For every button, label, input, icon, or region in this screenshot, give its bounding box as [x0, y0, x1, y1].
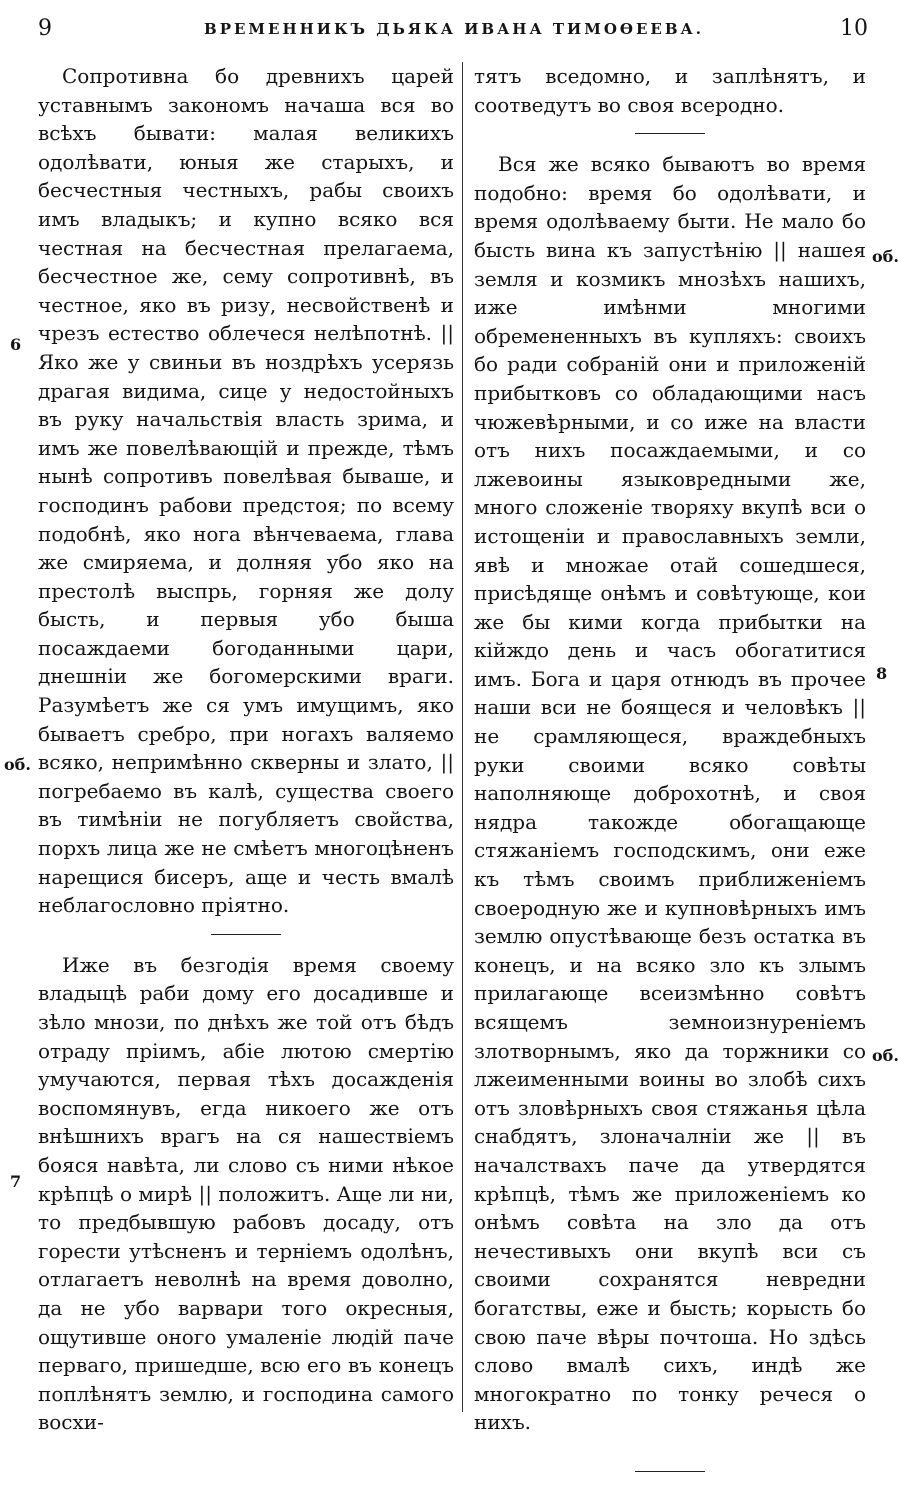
left-paragraph-1: Сопротивна бо древнихъ царей уставнымъ закономъ начаша вся во всѣхъ бывати: малая великихъ одолѣвати, юныя же старыхъ, и бесчестныя честныхъ, рабы своихъ имъ владыкъ; и купно всяко вся честная на бесчестная прелагаема, бесчестное же, сему сопротивнѣ, въ честное, яко въ ризу, несвойственѣ и чрезъ естество облечеся нелѣпотнѣ. || Яко же у свиньи въ ноздрѣхъ усерязь драгая видима, сице у недостойныхъ въ руку начальствія власть зрима, и имъ же повелѣвающій и прежде, тѣмъ нынѣ сопротивъ повелѣвая бываше, и господинъ рабови предстоя; по всему подобнѣ, яко нога вѣнчеваема, глава же смиряема, и долняя убо яко на престолѣ выспрь, горняя же долу бысть, и первыя убо быша посаждаеми богоданными цари, днешніи же богомерскими враги. Разумѣетъ же ся умъ имущимъ, яко бываетъ сребро, при ногахъ валяемо всяко, непримѣнно скверны и злато, || погребаемо въ калѣ, существа своего въ тимѣніи не погубляетъ свойства, порхъ лица же не смѣетъ многоцѣненъ нарещися бисеръ, аще и честь вмалѣ неблагословно пріятно.	[38, 64, 454, 918]
section-divider-right	[635, 133, 705, 134]
section-divider-left	[211, 934, 281, 935]
margin-note-ob-right-2: об.	[872, 1046, 899, 1065]
end-divider	[635, 1471, 705, 1472]
page-number-left: 9	[38, 16, 52, 41]
margin-note-ob-left: об.	[4, 755, 31, 774]
left-column	[38, 62, 454, 1437]
page-number-right: 10	[840, 16, 868, 41]
left-paragraph-2: Иже въ безгодія время своему владыцѣ раби дому его досадивше и зѣло мнози, по днѣхъ же той отъ бѣдъ отраду пріимъ, абіе лютою смертію умучаются, первая тѣхъ досажденія воспомянувъ, егда никоего же отъ внѣшнихъ врагъ на ся нашествіемъ бояся навѣта, ли слово съ ними нѣкое крѣпцѣ о мирѣ || положитъ. Аще ли ни, то предбывшую рабовъ досаду, отъ горести утѣсненъ и терніемъ одолѣнъ, отлагаетъ неволнѣ на время доволно, да не убо варвари того окресныя, ощутивше оного умаленіе людій паче перваго, пришедше, всю его въ конецъ поплѣнятъ землю, и господина самого восхи-	[38, 952, 455, 1435]
margin-note-7: 7	[10, 1172, 22, 1191]
running-title: ВРЕМЕННИКЪ ДЬЯКА ИВАНА ТИМОѲЕЕВА.	[204, 20, 704, 38]
margin-note-ob-right-1: об.	[872, 247, 899, 266]
running-header	[0, 14, 908, 48]
margin-note-8: 8	[876, 664, 888, 683]
margin-note-6: 6	[10, 335, 22, 354]
right-paragraph-1: тятъ вседомно, и заплѣнятъ, и соотведутъ во своя всеродно.	[474, 64, 866, 117]
column-divider	[462, 62, 463, 1412]
right-paragraph-2: Вся же всяко бываютъ во время подобно: время бо одолѣвати, и время одолѣваему быти. Не мало бо бысть вина къ запустѣнію || нашея земля и козмикъ мнозѣхъ нашихъ, иже имѣнми многими обремененныхъ въ купляхъ: своихъ бо ради собраній они и приложеній прибытковъ со обладающими насъ чюжевѣрными, и со иже на власти отъ нихъ посаждаемыми, и со лжевоины языковредными же, много сложеніе творяху вкупѣ вси о истощеніи и православныхъ земли, явѣ и множае отай сошедшеся, присѣдяще онѣмъ и совѣтующе, кои же бы кими когда прибытки на кійждо день и часъ обогатитися имъ. Бога и царя отнюдъ въ прочее наши вси не боящеся и человѣкъ || не срамляющеся, враждебныхъ руки своими всяко совѣты наполняюще доброхотнѣ, и своя нядра такожде обогащающе стяжаніемъ господскимъ, они еже къ тѣмъ своимъ приближеніемъ своеродную же и купновѣрныхъ имъ землю опустѣвающе безъ остатка въ конецъ, и на всяко зло къ злымъ прилагающе всеизмѣнно совѣтъ всящемъ земноизнуреніемъ злотворнымъ, яко да торжники со лжеименными воины во злобѣ сихъ отъ зловѣрныхъ своя стяжанья цѣла снабдятъ, злоначалніи же || въ началствахъ паче да утвердятся крѣпцѣ, тѣмъ же приложеніемъ ко онѣмъ совѣта на зло да отъ нечестивыхъ они вкупѣ вси съ своими сохранятся невредни богатствы, еже и бысть; корысть бо свою паче вѣры почтоша. Но здѣсь слово вмалѣ сихъ, индѣ же многократно по тонку речеся о нихъ.	[474, 152, 866, 1435]
right-column	[474, 62, 866, 1488]
